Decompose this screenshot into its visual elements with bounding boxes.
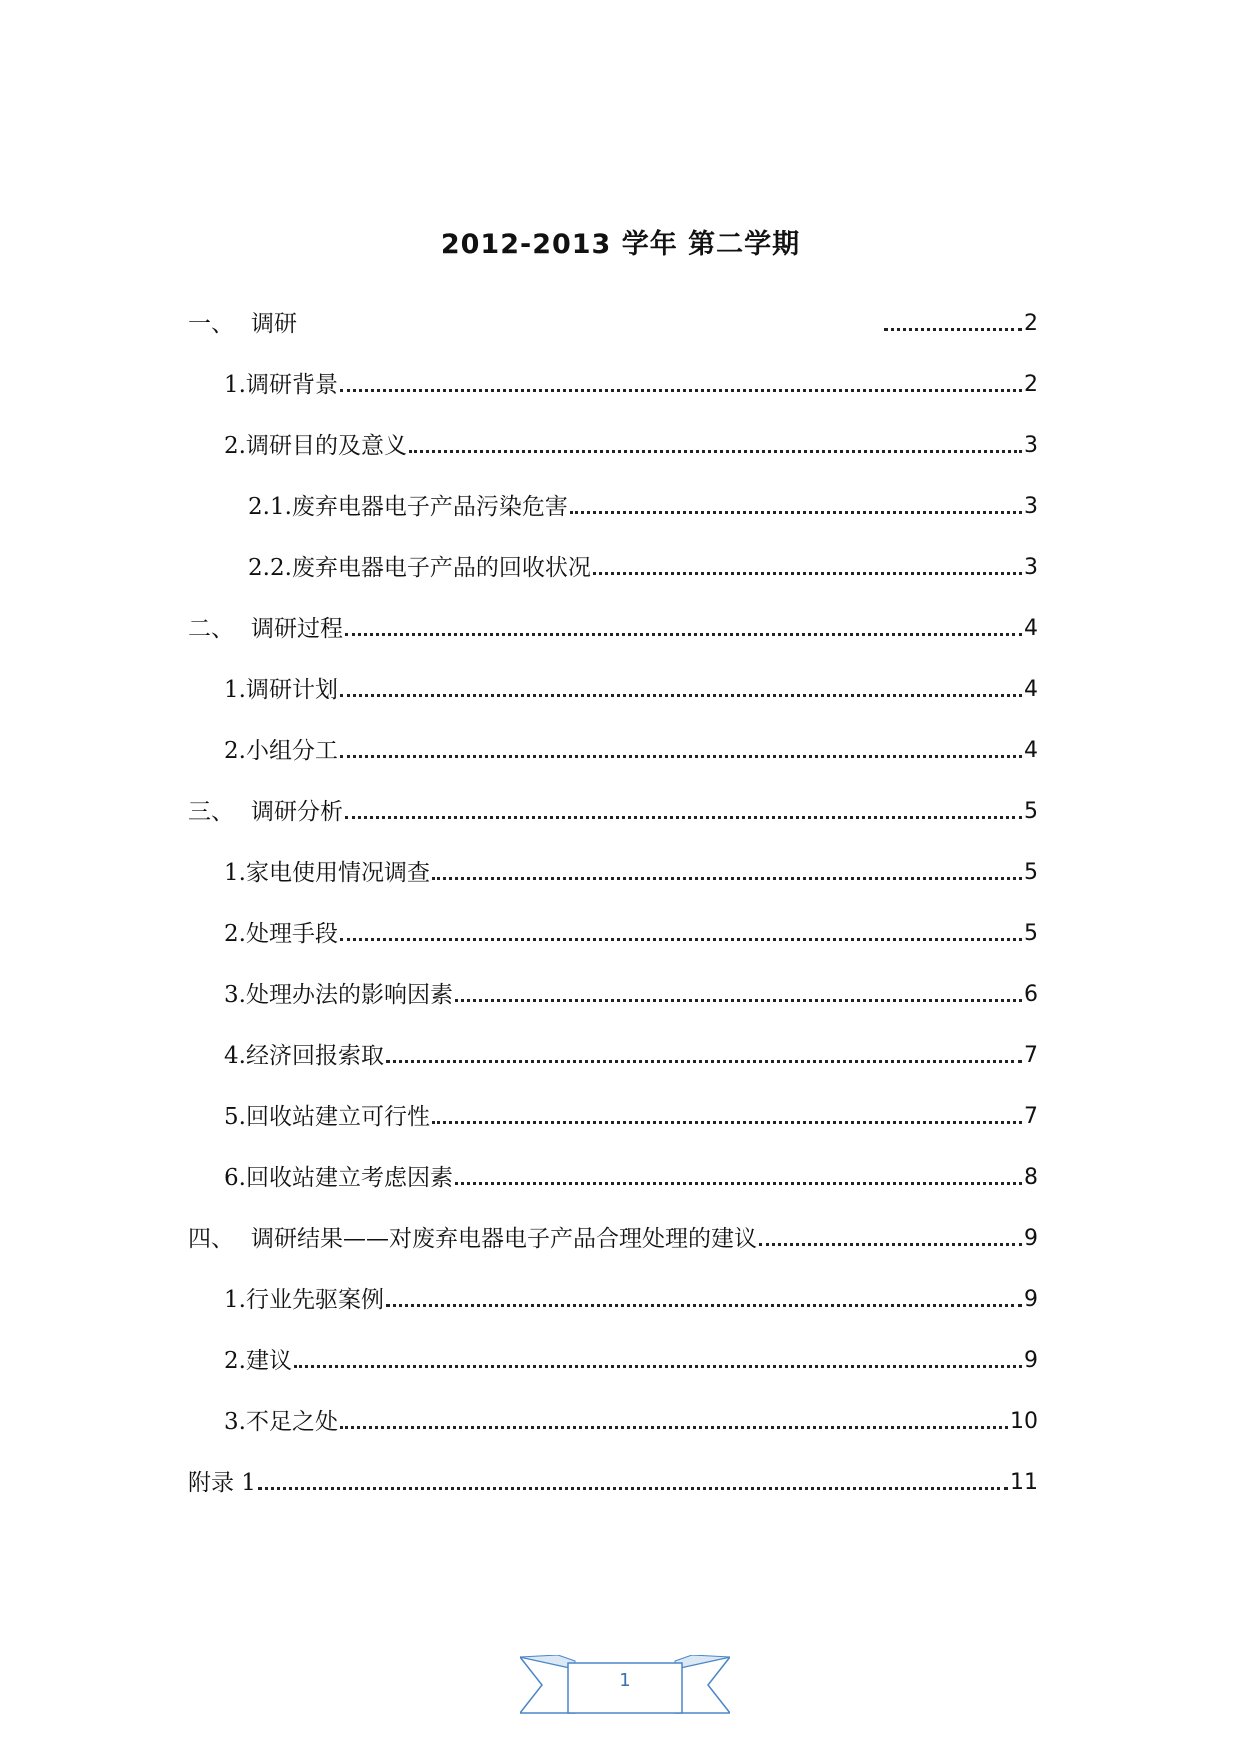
toc-entry[interactable] xyxy=(224,979,1038,1011)
toc-entry-page: 5 xyxy=(1024,860,1038,885)
toc-leader xyxy=(455,999,1022,1002)
toc-entry-number: 1. xyxy=(224,372,246,398)
toc-entry[interactable] xyxy=(188,1223,1038,1255)
toc-entry-label: 调研分析 xyxy=(251,799,343,825)
toc-entry-page: 4 xyxy=(1024,738,1038,763)
toc-entry-page: 3 xyxy=(1024,494,1038,519)
toc-entry-page: 7 xyxy=(1024,1043,1038,1068)
toc-entry-page: 11 xyxy=(1010,1470,1038,1495)
toc-entry-number: 6. xyxy=(224,1165,246,1191)
document-title: 2012-2013 学年 第二学期 xyxy=(440,229,801,260)
toc-entry[interactable] xyxy=(248,491,1038,523)
toc-entry[interactable] xyxy=(224,1345,1038,1377)
toc-entry-page: 8 xyxy=(1024,1165,1038,1190)
toc-leader xyxy=(386,1060,1022,1063)
toc-entry-page: 4 xyxy=(1024,677,1038,702)
toc-entry-label: 回收站建立考虑因素 xyxy=(245,1165,453,1191)
toc-entry-number: 2. xyxy=(224,1348,246,1374)
toc-entry[interactable] xyxy=(224,1040,1038,1072)
toc-leader xyxy=(570,511,1022,514)
toc-entry[interactable] xyxy=(188,613,1038,645)
toc-leader xyxy=(345,816,1022,819)
toc-entry[interactable] xyxy=(188,796,1038,828)
toc-entry-number: 4. xyxy=(224,1043,246,1069)
toc-entry-number: 1. xyxy=(224,860,246,886)
toc-leader xyxy=(409,450,1022,453)
toc-entry[interactable] xyxy=(224,857,1038,889)
toc-entry-number: 2. xyxy=(224,433,246,459)
toc-entry[interactable] xyxy=(224,369,1038,401)
toc-entry-label: 小组分工 xyxy=(245,738,338,764)
toc-entry-number: 2. xyxy=(224,738,246,764)
toc-entry[interactable] xyxy=(248,552,1038,584)
toc-entry-label: 行业先驱案例 xyxy=(245,1287,384,1313)
toc-entry-number: 2. xyxy=(224,921,246,947)
toc-leader xyxy=(759,1243,1022,1246)
toc-leader xyxy=(340,694,1022,697)
toc-leader xyxy=(340,938,1022,941)
toc-entry-label: 回收站建立可行性 xyxy=(245,1104,430,1130)
toc-entry[interactable] xyxy=(224,1284,1038,1316)
toc-entry-number: 二、 xyxy=(188,616,234,642)
toc-leader xyxy=(340,389,1022,392)
toc-entry-number: 5. xyxy=(224,1104,246,1130)
toc-entry-page: 7 xyxy=(1024,1104,1038,1129)
toc-entry-number: 3. xyxy=(224,1409,246,1435)
toc-entry-label: 处理手段 xyxy=(245,921,338,947)
toc-entry-label: 调研背景 xyxy=(245,372,338,398)
toc-leader xyxy=(345,633,1022,636)
toc-entry-label: 调研结果——对废弃电器电子产品合理处理的建议 xyxy=(251,1226,757,1252)
toc-entry[interactable] xyxy=(224,1162,1038,1194)
toc-entry-label: 附录 1 xyxy=(188,1470,256,1496)
toc-entry-label: 家电使用情况调查 xyxy=(245,860,430,886)
toc-entry[interactable] xyxy=(224,674,1038,706)
toc-entry-page: 2 xyxy=(1024,372,1038,397)
toc-entry-page: 3 xyxy=(1024,433,1038,458)
toc-entry-number: 1. xyxy=(224,677,246,703)
toc-entry-label: 调研 xyxy=(251,311,297,337)
toc-entry-page: 5 xyxy=(1024,799,1038,824)
toc-entry[interactable] xyxy=(224,1406,1038,1438)
toc-leader xyxy=(386,1304,1022,1307)
toc-entry-page: 10 xyxy=(1010,1409,1038,1434)
toc-leader xyxy=(884,328,1022,331)
toc-entry-label: 经济回报索取 xyxy=(245,1043,384,1069)
toc-entry-number: 3. xyxy=(224,982,246,1008)
toc-entry[interactable] xyxy=(188,1467,1038,1499)
toc-leader xyxy=(432,877,1022,880)
toc-entry-page: 5 xyxy=(1024,921,1038,946)
toc-entry-label: 调研过程 xyxy=(251,616,343,642)
toc-leader xyxy=(593,572,1022,575)
toc-entry-label: 废弃电器电子产品的回收状况 xyxy=(291,555,591,581)
toc-leader xyxy=(340,755,1022,758)
page-number: 1 xyxy=(619,1670,631,1691)
toc-entry-page: 2 xyxy=(1024,311,1038,336)
toc-entry-page: 3 xyxy=(1024,555,1038,580)
toc-entry-label: 建议 xyxy=(245,1348,292,1374)
toc-entry-number: 2.2. xyxy=(248,555,292,581)
toc-entry-number: 1. xyxy=(224,1287,246,1313)
toc-entry-page: 9 xyxy=(1024,1348,1038,1373)
toc-entry-label: 不足之处 xyxy=(245,1409,338,1435)
toc-entry-number: 2.1. xyxy=(248,494,292,520)
toc-entry-label: 处理办法的影响因素 xyxy=(245,982,453,1008)
toc-entry-number: 四、 xyxy=(188,1226,234,1252)
toc-entry[interactable] xyxy=(224,1101,1038,1133)
toc-entry-label: 调研目的及意义 xyxy=(245,433,407,459)
toc-entry[interactable] xyxy=(224,735,1038,767)
toc-entry-page: 9 xyxy=(1024,1226,1038,1251)
toc-entry-number: 三、 xyxy=(188,799,234,825)
toc-leader xyxy=(340,1426,1008,1429)
toc-leader xyxy=(432,1121,1022,1124)
toc-entry[interactable] xyxy=(188,308,1038,340)
toc-leader xyxy=(455,1182,1022,1185)
toc-entry-number: 一、 xyxy=(188,311,234,337)
toc-entry[interactable] xyxy=(224,918,1038,950)
toc-entry-page: 6 xyxy=(1024,982,1038,1007)
toc-leader xyxy=(258,1487,1008,1490)
toc-leader xyxy=(294,1365,1022,1368)
toc-entry-page: 9 xyxy=(1024,1287,1038,1312)
toc-entry-label: 调研计划 xyxy=(245,677,338,703)
toc-entry-page: 4 xyxy=(1024,616,1038,641)
toc-entry[interactable] xyxy=(224,430,1038,462)
toc-entry-label: 废弃电器电子产品污染危害 xyxy=(291,494,568,520)
